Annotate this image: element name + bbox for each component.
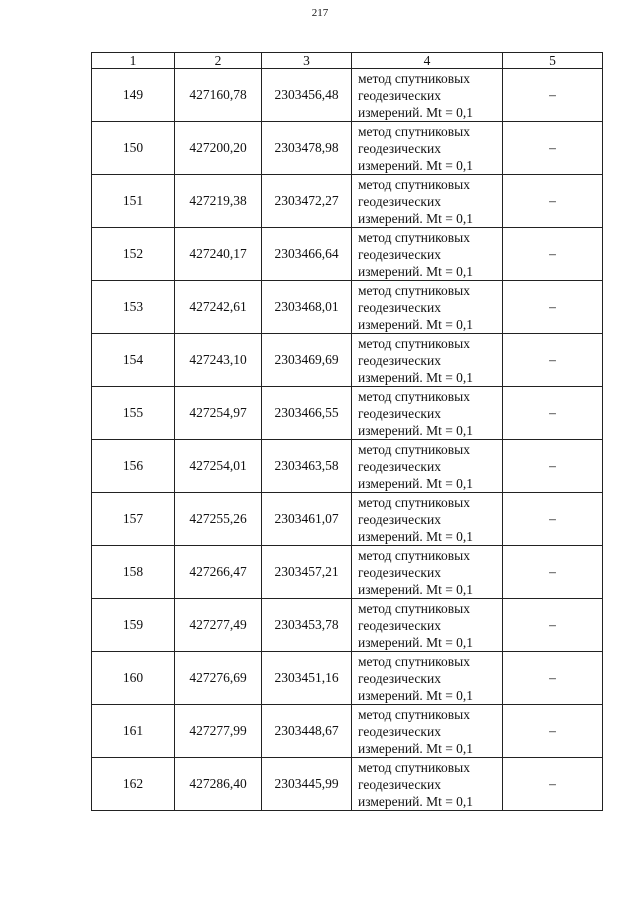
x-coordinate-cell: 427255,26 <box>175 493 262 546</box>
method-text-line: геодезических <box>358 776 441 792</box>
method-text-line: измерений. Mt = 0,1 <box>358 634 474 650</box>
method-text-line: измерений. Mt = 0,1 <box>358 210 474 226</box>
method-text-line: метод спутниковых <box>358 600 470 616</box>
point-number-cell: 155 <box>92 387 175 440</box>
point-number-cell: 154 <box>92 334 175 387</box>
note-cell: – <box>503 705 603 758</box>
table-row <box>92 758 603 811</box>
method-cell <box>352 387 503 440</box>
method-text-line: геодезических <box>358 458 441 474</box>
point-number-cell: 150 <box>92 122 175 175</box>
point-number-cell: 162 <box>92 758 175 811</box>
method-cell <box>352 546 503 599</box>
method-text-line: геодезических <box>358 723 441 739</box>
note-cell: – <box>503 334 603 387</box>
table-row <box>92 440 603 493</box>
method-cell <box>352 652 503 705</box>
y-coordinate-cell: 2303457,21 <box>262 546 352 599</box>
method-cell <box>352 69 503 122</box>
method-cell <box>352 705 503 758</box>
y-coordinate-cell: 2303469,69 <box>262 334 352 387</box>
method-text-line: измерений. Mt = 0,1 <box>358 157 474 173</box>
y-coordinate-cell: 2303466,55 <box>262 387 352 440</box>
y-coordinate-cell: 2303445,99 <box>262 758 352 811</box>
table-row <box>92 334 603 387</box>
column-header-2: 2 <box>175 53 262 69</box>
note-cell: – <box>503 175 603 228</box>
note-cell: – <box>503 387 603 440</box>
column-header-1: 1 <box>92 53 175 69</box>
table-row <box>92 652 603 705</box>
page-number: 217 <box>311 7 329 19</box>
method-text-line: геодезических <box>358 140 441 156</box>
table-row <box>92 599 603 652</box>
method-cell <box>352 493 503 546</box>
point-number-cell: 152 <box>92 228 175 281</box>
method-text-line: метод спутниковых <box>358 759 470 775</box>
x-coordinate-cell: 427254,97 <box>175 387 262 440</box>
method-text-line: геодезических <box>358 511 441 527</box>
table-row <box>92 705 603 758</box>
x-coordinate-cell: 427277,49 <box>175 599 262 652</box>
note-cell: – <box>503 122 603 175</box>
method-text-line: метод спутниковых <box>358 335 470 351</box>
x-coordinate-cell: 427276,69 <box>175 652 262 705</box>
note-cell: – <box>503 440 603 493</box>
note-cell: – <box>503 493 603 546</box>
x-coordinate-cell: 427286,40 <box>175 758 262 811</box>
method-text-line: метод спутниковых <box>358 653 470 669</box>
note-cell: – <box>503 546 603 599</box>
note-cell: – <box>503 758 603 811</box>
method-text-line: метод спутниковых <box>358 388 470 404</box>
table-row <box>92 493 603 546</box>
method-cell <box>352 758 503 811</box>
table-row <box>92 281 603 334</box>
column-header-5: 5 <box>503 53 603 69</box>
method-text-line: метод спутниковых <box>358 706 470 722</box>
method-text-line: измерений. Mt = 0,1 <box>358 528 474 544</box>
method-cell <box>352 175 503 228</box>
method-cell <box>352 440 503 493</box>
x-coordinate-cell: 427242,61 <box>175 281 262 334</box>
point-number-cell: 157 <box>92 493 175 546</box>
method-text-line: измерений. Mt = 0,1 <box>358 422 474 438</box>
method-text-line: геодезических <box>358 352 441 368</box>
method-text-line: геодезических <box>358 87 441 103</box>
method-text-line: измерений. Mt = 0,1 <box>358 263 474 279</box>
method-cell <box>352 281 503 334</box>
method-text-line: геодезических <box>358 670 441 686</box>
x-coordinate-cell: 427219,38 <box>175 175 262 228</box>
x-coordinate-cell: 427243,10 <box>175 334 262 387</box>
point-number-cell: 158 <box>92 546 175 599</box>
table-row <box>92 228 603 281</box>
method-cell <box>352 334 503 387</box>
table-body <box>92 69 603 811</box>
method-text-line: метод спутниковых <box>358 70 470 86</box>
method-text-line: измерений. Mt = 0,1 <box>358 316 474 332</box>
point-number-cell: 149 <box>92 69 175 122</box>
method-text-line: метод спутниковых <box>358 229 470 245</box>
method-text-line: геодезических <box>358 193 441 209</box>
x-coordinate-cell: 427266,47 <box>175 546 262 599</box>
method-text-line: измерений. Mt = 0,1 <box>358 104 474 120</box>
point-number-cell: 161 <box>92 705 175 758</box>
point-number-cell: 153 <box>92 281 175 334</box>
table-row <box>92 69 603 122</box>
method-text-line: метод спутниковых <box>358 441 470 457</box>
method-cell <box>352 228 503 281</box>
table-row <box>92 122 603 175</box>
point-number-cell: 151 <box>92 175 175 228</box>
method-text-line: измерений. Mt = 0,1 <box>358 475 474 491</box>
y-coordinate-cell: 2303478,98 <box>262 122 352 175</box>
method-text-line: метод спутниковых <box>358 176 470 192</box>
method-text-line: геодезических <box>358 246 441 262</box>
table-row <box>92 546 603 599</box>
method-text-line: геодезических <box>358 564 441 580</box>
method-text-line: геодезических <box>358 617 441 633</box>
y-coordinate-cell: 2303466,64 <box>262 228 352 281</box>
method-text-line: измерений. Mt = 0,1 <box>358 740 474 756</box>
note-cell: – <box>503 599 603 652</box>
method-text-line: метод спутниковых <box>358 547 470 563</box>
method-text-line: измерений. Mt = 0,1 <box>358 793 474 809</box>
method-text-line: геодезических <box>358 405 441 421</box>
y-coordinate-cell: 2303453,78 <box>262 599 352 652</box>
y-coordinate-cell: 2303451,16 <box>262 652 352 705</box>
point-number-cell: 160 <box>92 652 175 705</box>
y-coordinate-cell: 2303461,07 <box>262 493 352 546</box>
x-coordinate-cell: 427277,99 <box>175 705 262 758</box>
column-header-3: 3 <box>262 53 352 69</box>
method-text-line: измерений. Mt = 0,1 <box>358 581 474 597</box>
y-coordinate-cell: 2303463,58 <box>262 440 352 493</box>
coordinates-table <box>91 52 603 811</box>
y-coordinate-cell: 2303468,01 <box>262 281 352 334</box>
column-header-4: 4 <box>352 53 503 69</box>
table-row <box>92 387 603 440</box>
note-cell: – <box>503 652 603 705</box>
method-text-line: геодезических <box>358 299 441 315</box>
method-cell <box>352 122 503 175</box>
method-text-line: метод спутниковых <box>358 494 470 510</box>
table-header-row <box>92 53 603 69</box>
point-number-cell: 156 <box>92 440 175 493</box>
method-cell <box>352 599 503 652</box>
point-number-cell: 159 <box>92 599 175 652</box>
y-coordinate-cell: 2303456,48 <box>262 69 352 122</box>
note-cell: – <box>503 228 603 281</box>
method-text-line: метод спутниковых <box>358 282 470 298</box>
table-row <box>92 175 603 228</box>
note-cell: – <box>503 281 603 334</box>
method-text-line: метод спутниковых <box>358 123 470 139</box>
y-coordinate-cell: 2303448,67 <box>262 705 352 758</box>
y-coordinate-cell: 2303472,27 <box>262 175 352 228</box>
method-text-line: измерений. Mt = 0,1 <box>358 369 474 385</box>
x-coordinate-cell: 427254,01 <box>175 440 262 493</box>
x-coordinate-cell: 427240,17 <box>175 228 262 281</box>
method-text-line: измерений. Mt = 0,1 <box>358 687 474 703</box>
x-coordinate-cell: 427200,20 <box>175 122 262 175</box>
note-cell: – <box>503 69 603 122</box>
x-coordinate-cell: 427160,78 <box>175 69 262 122</box>
